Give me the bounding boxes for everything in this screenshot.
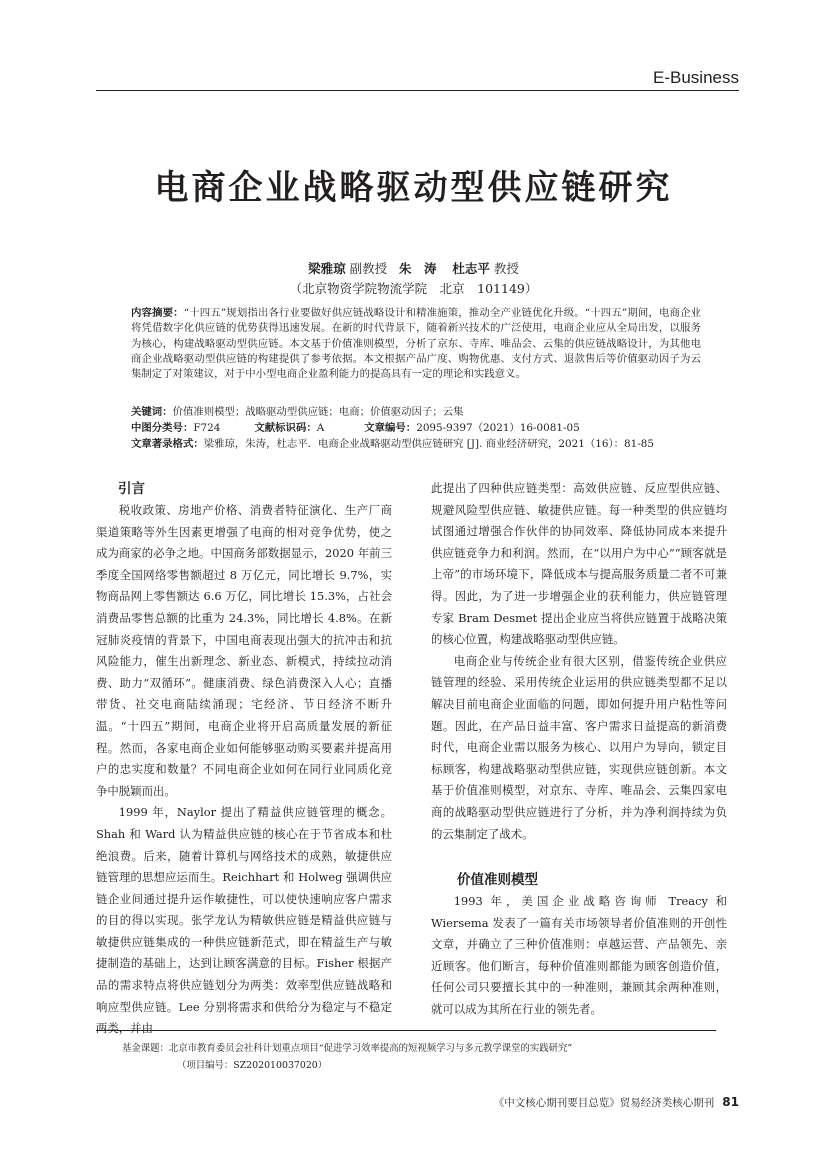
doc-code-label: 文献标识码： — [254, 422, 317, 434]
page-number: 81 — [722, 1095, 739, 1109]
abstract-text: “十四五”规划指出各行业要做好供应链战略设计和精准施策，推动全产业链优化升级。“十四五”期间，电商企业将凭借数字化供应链的优势获得迅速发展。在新的时代背景下，随着新兴技术的广泛使用，电商企业应从全局出发，以服务为核心，构建战略驱动型供应链。本文基于价值准则模型，分析了京东、寺库、唯品会、云集的供应链战略设计，为其他电商企业战略驱动型供应链的构建提供了参考依据。本文根据产品广度、购物优惠、支付方式、退款售后等价值驱动因子为云集制定了对策建议，对于中小型电商企业盈利能力的提高具有一定的理论和实践意义。 — [131, 307, 702, 381]
clc-value: F724 — [193, 422, 221, 434]
section-heading-intro: 引言 — [118, 481, 145, 497]
classification-line — [131, 421, 721, 436]
paragraph: 1993 年，美国企业战略咨询师 Treacy 和 Wiersema 发表了一篇有关市场领导者价值准则的开创性文章，并确立了三种价值准则：卓越运营、产品领先、亲近顾客。他们断言，每种价值准则都能为顾客创造价值，任何公司只要擅长其中的一种准则，兼顾其余两种准则，就可以成为其所在行业的领先者。 — [431, 894, 727, 1017]
citation-label: 文章著录格式： — [131, 438, 204, 450]
footnote-rule — [96, 1030, 716, 1031]
journal-name: 《中文核心期刊要目总览》贸易经济类核心期刊 — [493, 1097, 715, 1109]
keywords — [131, 405, 721, 420]
citation-text: 梁雅琼，朱涛，杜志平．电商企业战略驱动型供应链研究 [J]. 商业经济研究，2021（16）：81-85 — [203, 438, 655, 450]
author-line — [0, 259, 827, 277]
left-column — [96, 478, 392, 1040]
paragraph: 税收政策、房地产价格、消费者特征演化、生产厂商渠道策略等外生因素更增强了电商的相对竞争优势，使之成为商家的必争之地。中国商务部数据显示，2020 年前三季度全国网络零售额超过 8 万亿元，同比增长 9.7%，实物商品网上零售额达 6.6 万亿，同比增长 15.3%，占社会消费品零售总额的比重为 24.3%，同比增长 4.8%。在新冠肺炎疫情的背景下，中国电商表现出强大的抗冲击和抗风险能力，催生出新理念、新业态、新模式，持续拉动消费、助力“双循环”。健康消费、绿色消费深入人心；直播带货、社交电商陆续涌现；宅经济、节日经济不断升温。“十四五”期间，电商企业将开启高质量发展的新征程。然而，各家电商企业如何能够驱动购买要素并提高用户的忠实度和数量？不同电商企业如何在同行业同质化竞争中脱颖而出。 — [96, 503, 392, 798]
keywords-text: 价值准则模型；战略驱动型供应链；电商；价值驱动因子；云集 — [172, 406, 464, 418]
affiliation: （北京物资学院物流学院 北京 101149） — [289, 281, 538, 296]
funding-note — [122, 1040, 722, 1074]
abstract — [131, 306, 701, 382]
funding-text: 北京市教育委员会社科计划重点项目“促进学习效率提高的短视频学习与多元教学课堂的实践研究” — [168, 1043, 573, 1054]
author-title: 副教授 — [349, 261, 388, 276]
article-title: 电商企业战略驱动型供应链研究 — [154, 168, 673, 208]
page-footer — [494, 1095, 739, 1110]
author-name: 梁雅琼 — [308, 261, 346, 276]
funding-project: （项目编号：SZ202010037020） — [177, 1060, 328, 1071]
article-no-label: 文章编号： — [364, 422, 417, 434]
header-rule — [96, 90, 739, 91]
section-heading-model: 价值准则模型 — [457, 872, 538, 889]
right-column — [431, 478, 727, 1021]
author-name: 朱 涛 — [399, 261, 437, 276]
article-no-value: 2095-9397（2021）16-0081-05 — [416, 422, 580, 434]
author-title: 教授 — [493, 261, 519, 276]
paragraph: 电商企业与传统企业有很大区别，借鉴传统企业供应链管理的经验、采用传统企业运用的供应链类型都不足以解决目前电商企业面临的问题，即如何提升用户粘性等问题。因此，在产品日益丰富、客户需求日益提高的新消费时代，电商企业需以服务为核心、以用户为导向，锁定目标顾客，构建战略驱动型供应链，实现供应链创新。本文基于价值准则模型，对京东、寺库、唯品会、云集四家电商的战略驱动型供应链进行了分析，并为净利润持续为负的云集制定了战术。 — [431, 653, 727, 841]
paragraph: 此提出了四种供应链类型：高效供应链、反应型供应链、规避风险型供应链、敏捷供应链。每一种类型的供应链均试图通过增强合作伙伴的协同效率、降低协同成本来提升供应链竞争力和利润。然而，在“以用户为中心”“顾客就是上帝”的市场环境下，降低成本与提高服务质量二者不可兼得。因此，为了进一步增强企业的获利能力，供应链管理专家 Bram Desmet 提出企业应当将供应链置于战略决策的核心位置，构建战略驱动型供应链。 — [431, 481, 727, 647]
author-name: 杜志平 — [452, 261, 490, 276]
funding-label: 基金课题： — [122, 1043, 169, 1054]
keywords-label: 关键词： — [131, 406, 173, 418]
clc-label: 中图分类号： — [131, 422, 194, 434]
section-tag: E-Business — [653, 68, 739, 87]
paragraph: 1999 年，Naylor 提出了精益供应链管理的概念。Shah 和 Ward 认为精益供应链的核心在于节省成本和杜绝浪费。后来，随着计算机与网络技术的成熟，敏捷供应链管理的思想应运而生。Reichhart 和 Holweg 强调供应链企业间通过提升运作敏捷性，可以使快速响应客户需求的目的得以实现。张学龙认为精敏供应链是精益供应链与敏捷供应链集成的一种供应链新范式，即在精益生产与敏捷制造的基础上，达到让顾客满意的目标。Fisher 根据产品的需求特点将供应链划分为两类：效率型供应链战略和响应型供应链。Lee 分别将需求和供给分为稳定与不稳定两类，并由 — [96, 805, 392, 1036]
abstract-label: 内容摘要： — [131, 307, 184, 319]
citation — [131, 437, 721, 452]
doc-code-value: A — [316, 422, 325, 434]
